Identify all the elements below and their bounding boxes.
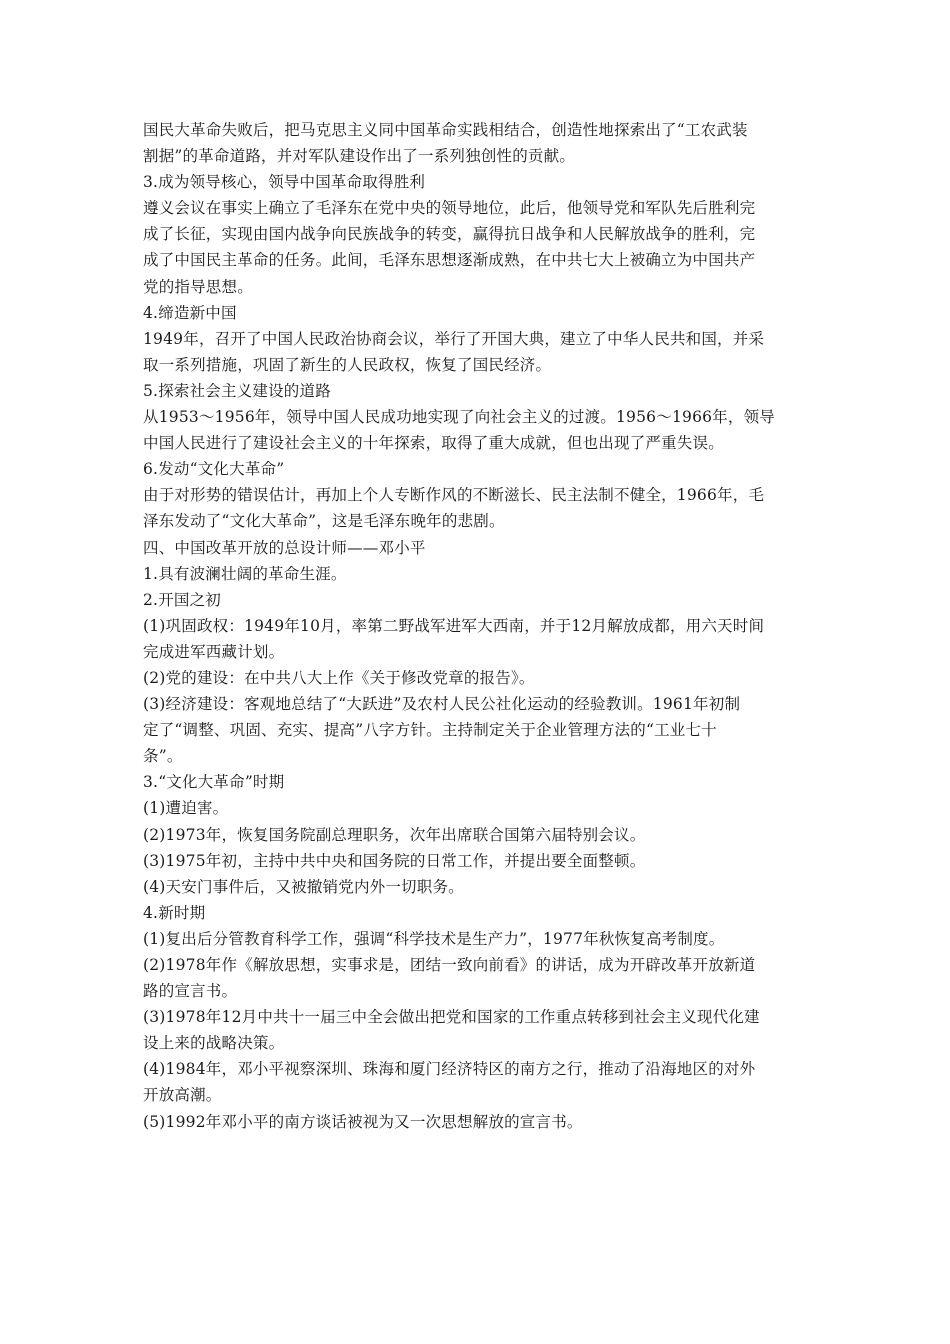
list-item: (1)遭迫害。	[143, 799, 229, 818]
list-item: (2)1978年作《解放思想，实事求是，团结一致向前看》的讲话，成为开辟改革开放新道	[143, 956, 756, 974]
document-page	[143, 117, 811, 1135]
list-item: (1)复出后分管教育科学工作，强调“科学技术是生产力”，1977年秋恢复高考制度。	[143, 929, 725, 948]
list-item: (3)1978年12月中共十一届三中全会做出把党和国家的工作重点转移到社会主义现代化建	[143, 1008, 760, 1027]
section-heading: 3.“文化大革命”时期	[143, 773, 285, 792]
section-heading: 2.开国之初	[143, 590, 221, 609]
list-item: (5)1992年邓小平的南方谈话被视为又一次思想解放的宣言书。	[143, 1112, 583, 1131]
text-line: 开放高潮。	[143, 1086, 222, 1105]
section-heading: 4.缔造新中国	[143, 303, 237, 322]
text-line: 从1953～1956年，领导中国人民成功地实现了向社会主义的过渡。1956～1966年，领导	[143, 408, 775, 427]
text-line: 成了中国民主革命的任务。此间，毛泽东思想逐渐成熟，在中共七大上被确立为中国共产	[143, 251, 756, 270]
chapter-heading: 四、中国改革开放的总设计师——邓小平	[143, 538, 426, 557]
text-line: 党的指导思想。	[143, 277, 253, 296]
list-item: (4)1984年，邓小平视察深圳、珠海和厦门经济特区的南方之行，推动了沿海地区的对外	[143, 1060, 756, 1079]
list-item: (2)1973年，恢复国务院副总理职务，次年出席联合国第六届特别会议。	[143, 825, 646, 844]
text-line: 成了长征，实现由国内战争向民族战争的转变，赢得抗日战争和人民解放战争的胜利，完	[143, 225, 756, 244]
text-line: 国民大革命失败后，把马克思主义同中国革命实践相结合，创造性地探索出了“工农武装	[143, 121, 748, 139]
list-item: (4)天安门事件后，又被撤销党内外一切职务。	[143, 877, 464, 896]
text-line: 割据”的革命道路，并对军队建设作出了一系列独创性的贡献。	[143, 147, 576, 166]
text-line: 条”。	[143, 747, 183, 766]
list-item: (2)党的建设：在中共八大上作《关于修改党章的报告》。	[143, 668, 535, 687]
section-heading: 6.发动“文化大革命”	[143, 460, 285, 479]
text-line: 取一系列措施，巩固了新生的人民政权，恢复了国民经济。	[143, 355, 552, 374]
list-item: (3)经济建设：客观地总结了“大跃进”及农村人民公社化运动的经验教训。1961年初制	[143, 695, 741, 714]
text-line: 泽东发动了“文化大革命”，这是毛泽东晚年的悲剧。	[143, 512, 505, 531]
list-item: (1)巩固政权：1949年10月，率第二野战军进军大西南，并于12月解放成都，用六天时间	[143, 616, 765, 635]
section-heading: 3.成为领导核心，领导中国革命取得胜利	[143, 173, 426, 192]
text-line: 完成进军西藏计划。	[143, 642, 285, 661]
section-heading: 5.探索社会主义建设的道路	[143, 381, 331, 400]
text-line: 设上来的战略决策。	[143, 1034, 285, 1053]
section-heading: 1.具有波澜壮阔的革命生涯。	[143, 564, 347, 583]
text-line: 定了“调整、巩固、充实、提高”八字方针。主持制定关于企业管理方法的“工业七十	[143, 721, 717, 740]
section-heading: 4.新时期	[143, 903, 206, 922]
text-line: 遵义会议在事实上确立了毛泽东在党中央的领导地位，此后，他领导党和军队先后胜利完	[143, 199, 756, 218]
text-line: 中国人民进行了建设社会主义的十年探索，取得了重大成就，但也出现了严重失误。	[143, 434, 724, 453]
text-line: 路的宣言书。	[143, 982, 238, 1001]
text-line: 由于对形势的错误估计，再加上个人专断作风的不断滋长、民主法制不健全，1966年，毛	[143, 486, 765, 505]
text-line: 1949年，召开了中国人民政治协商会议，举行了开国大典，建立了中华人民共和国，并采	[143, 329, 765, 348]
list-item: (3)1975年初，主持中共中央和国务院的日常工作，并提出要全面整顿。	[143, 851, 646, 870]
